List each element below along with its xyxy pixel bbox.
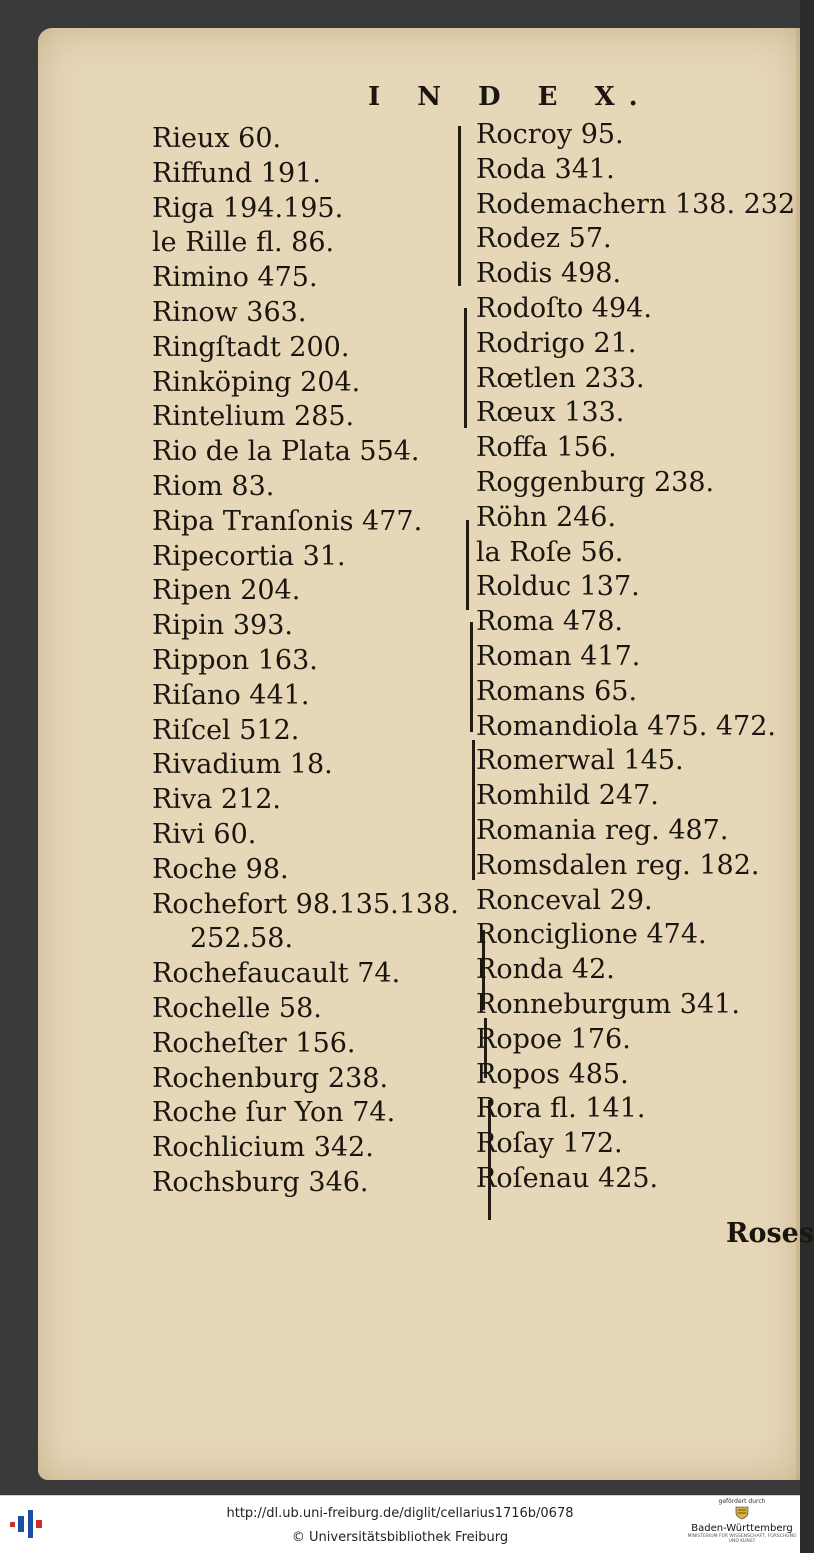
index-entry: Rodez 57. [476,223,612,255]
column-divider [472,740,475,880]
index-entry: Ronda 42. [476,954,615,986]
index-entry: le Rille fl. 86. [152,227,335,259]
index-entry: Rochsburg 346. [152,1166,369,1198]
viewer-footer [0,1495,800,1553]
index-entry: Roffa 156. [476,432,617,464]
index-entry: Rochelle 58. [152,992,322,1024]
index-entry: Roſenau 425. [476,1162,659,1194]
index-entry: Rivadium 18. [152,749,333,781]
sponsor-label: gefördert durch [718,1498,766,1505]
column-divider [464,308,467,428]
index-entry: Rivi 60. [152,818,257,850]
permalink-url[interactable]: http://dl.ub.uni-freiburg.de/diglit/cellarius1716b/0678 [226,1506,574,1521]
index-entry: Rocroy 95. [476,119,624,150]
index-entry: Ringſtadt 200. [152,331,350,363]
index-entry: Rolduc 137. [476,571,640,603]
index-entry: Roggenburg 238. [476,466,715,498]
index-entry: Riſcel 512. [152,714,300,746]
index-entry: Rœux 133. [476,397,625,429]
index-entry: Ropos 485. [476,1058,629,1090]
index-entry: Rinow 363. [152,296,307,328]
index-entry: Romandiola 475. 472. [476,710,776,742]
index-column-right [476,118,795,1197]
index-entry-continuation: 252.58. [190,923,294,955]
index-entry: Rocheſter 156. [152,1027,356,1059]
index-entry: Ripa Tranſonis 477. [152,505,423,537]
index-entry: Rochefort 98.135.138. [152,888,459,920]
column-divider [466,520,469,610]
index-entry: Ropoe 176. [476,1023,631,1055]
index-entry: Rintelium 285. [152,401,355,433]
index-entry: Rinköping 204. [152,366,361,398]
index-entry: Ronciglione 474. [476,919,707,951]
catchword: Roses [726,1218,814,1249]
index-entry: Rochenburg 238. [152,1062,389,1094]
index-entry: Riſano 441. [152,679,310,711]
index-entry: Rodoſto 494. [476,292,652,324]
index-entry: Romsdalen reg. 182. [476,849,760,881]
index-entry: Riffund 191. [152,157,321,189]
index-entry: Riom 83. [152,470,275,502]
column-divider [458,126,461,286]
index-entry: Roche ſur Yon 74. [152,1097,396,1129]
index-entry: Romania reg. 487. [476,814,729,846]
index-entry: Rochlicium 342. [152,1132,374,1164]
page-title: I N D E X. [368,82,652,112]
copyright-notice: © Universitätsbibliothek Freiburg [291,1530,509,1545]
index-entry: Rodemachern 138. 232 [476,188,796,220]
index-entry: Rio de la Plata 554. [152,436,420,468]
sponsor-name: Baden-Württemberg [691,1523,793,1534]
index-entry: Röhn 246. [476,501,617,533]
index-entry: Riga 194.195. [152,192,344,224]
index-entry: Rippon 163. [152,644,318,676]
index-entry: Rora fl. 141. [476,1093,646,1125]
index-entry: Rodrigo 21. [476,327,637,359]
sponsor-block [684,1498,800,1553]
sponsor-ministry: MINISTERIUM FÜR WISSENSCHAFT, FORSCHUNG UND KUNST [687,1534,797,1544]
index-entry: Roman 417. [476,640,641,672]
index-column-left [152,122,459,1201]
coat-of-arms-icon [730,1506,754,1520]
index-entry: Roda 341. [476,153,615,185]
index-entry: Roma 478. [476,606,623,638]
index-entry: Riva 212. [152,784,282,816]
index-entry: Rochefaucault 74. [152,958,401,990]
index-entry: Romans 65. [476,675,638,707]
index-entry: Ronneburgum 341. [476,988,740,1020]
index-entry: Ripin 393. [152,610,293,642]
index-entry: Romerwal 145. [476,745,684,777]
index-entry: la Roſe 56. [476,536,624,568]
index-entry: Roſay 172. [476,1128,623,1160]
index-entry: Ripecortia 31. [152,540,346,572]
index-entry: Rieux 60. [152,123,282,154]
index-entry: Rodis 498. [476,258,622,290]
index-entry: Rœtlen 233. [476,362,645,394]
index-entry: Ronceval 29. [476,884,653,916]
index-entry: Ripen 204. [152,575,301,607]
index-entry: Roche 98. [152,853,289,885]
index-entry: Rimino 475. [152,262,318,294]
column-divider [470,622,473,732]
index-entry: Romhild 247. [476,780,659,812]
